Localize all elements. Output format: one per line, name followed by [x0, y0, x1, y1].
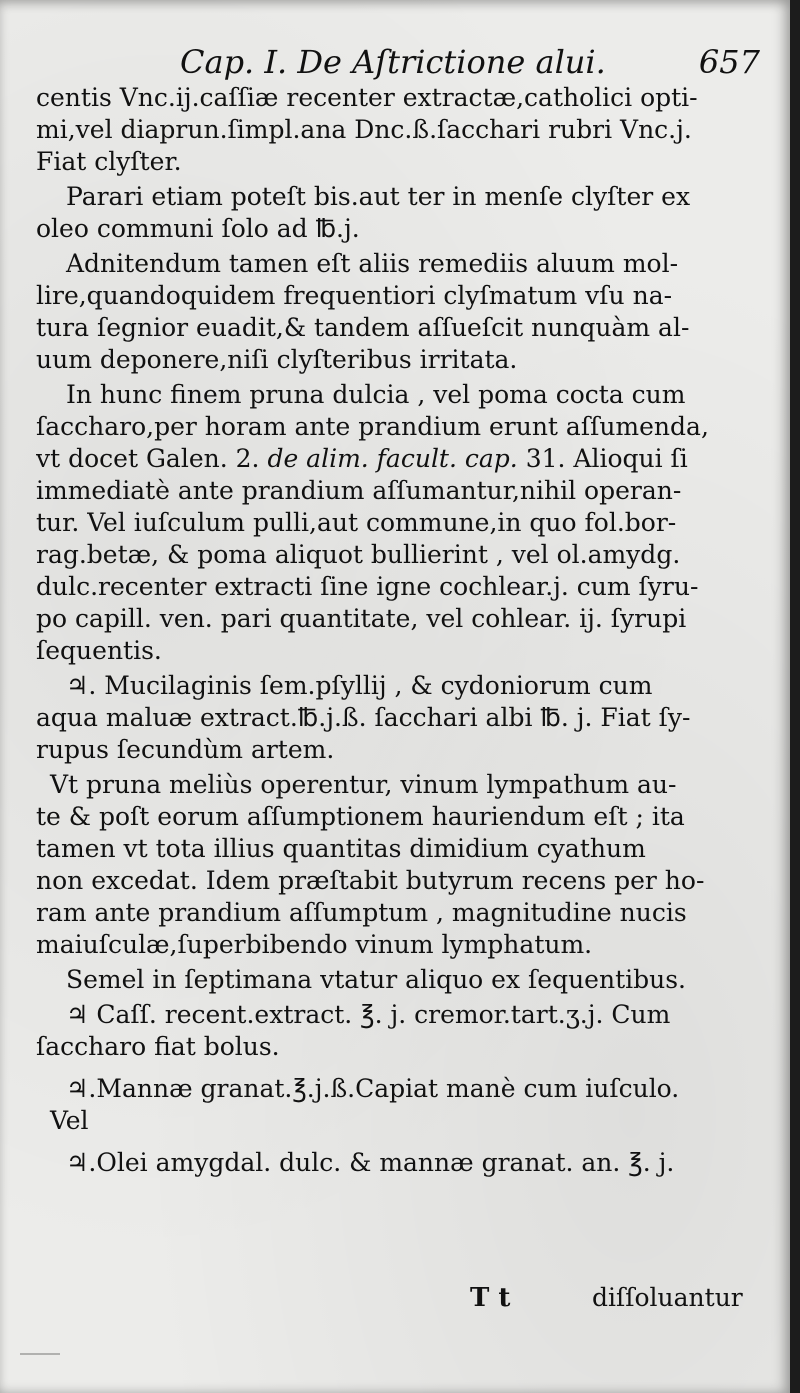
text-line: tur. Vel iuſculum pulli,aut commune,in quo fol.bor- [36, 508, 677, 537]
text-line: ſaccharo,per horam ante prandium erunt aſſumenda, [36, 412, 709, 441]
text-line: immediatè ante prandium aſſumantur,nihil operan- [36, 476, 682, 505]
body-text [36, 82, 752, 1179]
text-line: te & poſt eorum aſſumptionem hauriendum eſt ; ita [36, 802, 685, 831]
page-header [180, 40, 760, 84]
text-line: dulc.recenter extracti ſine igne cochlear.j. cum ſyru- [36, 572, 699, 601]
recipe-line: ♃.Mannæ granat.℥.j.ß.Capiat manè cum iuſculo. [66, 1074, 680, 1103]
text-line: Vel [50, 1106, 89, 1135]
text-line: lire,quandoquidem frequentiori clyſmatum vſu na- [36, 281, 673, 310]
text-line: mi,vel diaprun.ſimpl.ana Dnc.ß.ſacchari rubri Vnc.j. [36, 115, 692, 144]
text-line: In hunc finem pruna dulcia , vel poma cocta cum [66, 380, 686, 409]
signature-mark: T t [470, 1283, 511, 1313]
text-line: oleo communi ſolo ad ℔.j. [36, 214, 360, 243]
text-line: rag.betæ, & poma aliquot bullierint , vel ol.amydg. [36, 540, 681, 569]
text-line: tamen vt tota illius quantitas dimidium cyathum [36, 834, 646, 863]
text-line: centis Vnc.ij.caſſiæ recenter extractæ,catholici opti- [36, 83, 698, 112]
text-line: non excedat. Idem præſtabit butyrum recens per ho- [36, 866, 705, 895]
text-line: maiuſculæ,ſuperbibendo vinum lymphatum. [36, 930, 593, 959]
text-line: Semel in ſeptimana vtatur aliquo ex ſequentibus. [66, 965, 686, 994]
text-line: rupus ſecundùm artem. [36, 735, 335, 764]
recipe-line: ♃. Mucilaginis ſem.pſyllij , & cydoniorum cum [66, 671, 653, 700]
text-line [36, 443, 752, 475]
ink-smudge [20, 1345, 60, 1355]
text-line: ram ante prandium aſſumptum , magnitudine nucis [36, 898, 687, 927]
text-line: Parari etiam poteſt bis.aut ter in menſe clyſter ex [66, 182, 691, 211]
citation-prefix: vt docet Galen. 2. [36, 444, 260, 473]
running-head: Cap. I. De Aſtrictione alui. [180, 43, 606, 81]
recipe-line: ♃.Olei amygdal. dulc. & mannæ granat. an. ℥. j. [66, 1148, 675, 1177]
text-line: tura ſegnior euadit,& tandem aſſueſcit nunquàm al- [36, 313, 690, 342]
text-line: Fiat clyſter. [36, 147, 182, 176]
page-number: 657 [698, 43, 760, 81]
citation-title: de alim. facult. cap. [267, 444, 518, 473]
citation-suffix: 31. Alioqui ſi [525, 444, 688, 473]
text-line: aqua maluæ extract.℔.j.ß. ſacchari albi ℔. j. Fiat ſy- [36, 703, 691, 732]
text-line: uum deponere,niſi clyſteribus irritata. [36, 345, 518, 374]
text-line: po capill. ven. pari quantitate, vel cohlear. ij. ſyrupi [36, 604, 687, 633]
text-line: Adnitendum tamen eſt aliis remediis aluum mol- [66, 249, 679, 278]
text-line: Vt pruna meliùs operentur, vinum lympathum au- [50, 770, 677, 799]
catchword: diſſoluantur [592, 1283, 743, 1312]
text-line: ſequentis. [36, 636, 162, 665]
text-line: ſaccharo fiat bolus. [36, 1032, 280, 1061]
recipe-line: ♃ Caſſ. recent.extract. ℥. j. cremor.tart.ʒ.j. Cum [66, 1000, 671, 1029]
